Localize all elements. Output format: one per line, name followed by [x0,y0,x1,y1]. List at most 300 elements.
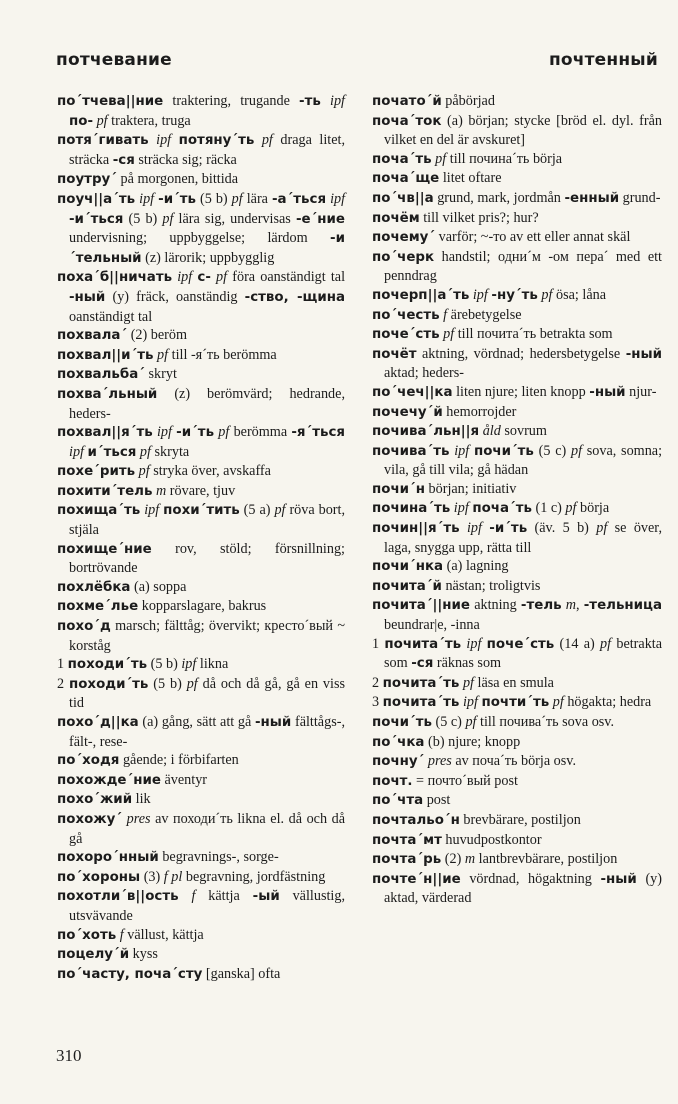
dictionary-entry [372,325,662,345]
headword: почита´ть [382,675,460,691]
definition-text: på morgonen, bittida [116,171,239,188]
definition-text: sovrum [500,423,547,440]
dictionary-entry [372,577,662,597]
dictionary-entry [372,752,662,772]
definition-text: lik [132,791,151,808]
headword: похме´лье [57,599,139,615]
headword: почи´нка [372,559,444,575]
definition-text: (5 b) [148,675,187,692]
headword: по´чв||а [372,190,434,206]
headword: почну´ [372,754,425,770]
inflection: -ный [254,715,292,730]
dictionary-entry [372,422,662,442]
dictionary-entry [372,772,662,792]
definition-text: föra oanständigt tal [227,269,346,286]
headword: почему´ [372,230,436,246]
dictionary-entry [57,945,345,965]
inflection: -е´ние [295,211,345,227]
definition-text: (z) berömvärd; hedrande, heders- [69,385,345,422]
headword: похити´тель [57,483,153,499]
headword: поутру´ [57,172,117,188]
definition-text: vällustig, utsvävande [69,888,346,924]
dictionary-entry [57,713,345,751]
definition-text: (a) soppa [130,578,187,595]
grammar-label: pf [462,674,474,691]
dictionary-entry [372,383,662,403]
grammar-label: pf [261,132,273,149]
dictionary-entry [57,887,345,925]
inflection: -а´ться [271,191,327,207]
inflection: с- [197,270,211,286]
definition-text: (b) njure; knopp [424,733,521,750]
headword: по´чеч||ка [372,384,453,400]
grammar-label: pf [596,520,608,537]
definition-text: traktering, trugande [163,93,300,109]
inflection: -и´тельный [69,231,345,266]
definition-text: traktera, truga [107,112,191,129]
inflection: почти´ть [481,695,550,711]
grammar-label: åld [482,423,501,440]
headword: почина´ть [372,501,451,517]
grammar-label: ipf [144,502,160,519]
definition-text: rov, stöld; försnillning; bortrövande [69,540,345,577]
headword: почерп||а´ть [372,287,470,303]
dictionary-entry [57,346,345,366]
dictionary-entry [372,713,662,733]
headword: похлёбка [57,579,131,595]
definition-text: ärebetygelse [447,306,522,323]
dictionary-entry [372,791,662,811]
definition-text: se över, laga, snygga upp, rätta till [384,520,663,556]
grammar-label: m [464,851,476,868]
dictionary-entry [372,403,662,423]
dictionary-entry [372,519,662,557]
headword: по´черк [372,249,435,265]
dictionary-entry [57,810,345,848]
dictionary-entry [57,751,345,771]
inflection: -ну´ть [491,287,538,303]
definition-text: draga litet, sträcka [69,132,345,168]
grammar-label: ipf [330,93,345,109]
grammar-label: pf [162,210,174,227]
dictionary-entry [57,326,345,346]
dictionary-entry [372,169,662,189]
headword: похище´ние [57,541,152,557]
grammar-label: pf [600,635,612,652]
definition-text: (a) gång, sätt att gå [138,714,255,730]
definition-text: aktning [470,597,521,614]
grammar-label: ipf [69,443,84,460]
headword: почт. [372,773,413,789]
headword: похо´д||ка [57,715,139,730]
grammar-label: pf [274,502,286,519]
dictionary-entry [372,870,662,908]
dictionary-entry [372,150,662,170]
dictionary-entry [57,675,345,713]
definition-text: av поча´ть börja osv. [451,753,577,770]
headword: поче´сть [372,327,440,343]
grammar-label: pf [138,463,150,480]
dictionary-entry [372,811,662,831]
inflection: -ный [589,384,626,400]
dictionary-entry [372,306,662,326]
headword: по´хоть [57,927,117,943]
dictionary-entry [372,499,662,519]
headword: похотли´в||ость [57,889,179,905]
grammar-label: pf [96,112,108,129]
grammar-label: ipf [139,190,155,207]
headword: почита´й [372,578,442,594]
inflection: -ся [112,152,135,168]
definition-text: börja [576,500,610,517]
definition-text: kättja [195,888,253,905]
definition-text: marsch; fälttåg; övervikt; кресто´вый ~ korståg [69,618,345,654]
homonym-number: 1 [372,635,385,652]
inflection: -ный [625,346,662,362]
dictionary-entry [57,848,345,868]
headword: почте´н||ие [372,871,461,887]
definition-text: då och då gå, gå en viss tid [69,675,345,712]
definition-text: till -я´ть berömma [168,346,277,363]
grammar-label: m [155,482,167,499]
inflection: -и´ть [176,425,215,441]
headword: почта´рь [372,852,442,868]
headword: почин||я´ть [372,521,460,537]
grammar-label: ipf [330,190,346,207]
definition-text: röva bort, stjäla [69,502,346,539]
definition-text: , [576,597,584,614]
right-column [372,92,662,908]
dictionary-entry [372,286,662,306]
headword: похо´жий [57,792,133,808]
grammar-label: ipf [462,694,478,711]
definition-text: lära [242,190,272,207]
inflection: -тель [520,598,562,614]
dictionary-entry [372,557,662,577]
dictionary-entry [57,170,345,190]
definition-text [149,132,157,148]
definition-text: sträcka sig; räcka [134,151,237,168]
headword: похва´льный [57,386,158,402]
inflection: -я´ться [291,425,345,441]
definition-text: grund- [619,189,661,206]
inflection: -енный [564,190,620,206]
dictionary-entry [57,868,345,888]
headword: похвал||я´ть [57,425,153,441]
definition-text: (z) lärorik; uppbygglig [141,249,275,266]
headword: почтальо´н [372,812,460,828]
dictionary-entry [372,693,662,713]
dictionary-entry [372,674,662,694]
definition-text [460,520,467,536]
definition-text: (y) aktad, värderad [384,870,662,907]
definition-text: brevbärare, postiljon [459,811,581,828]
definition-text: kyss [129,946,158,963]
definition-text: början; initiativ [424,480,517,497]
definition-text: påbörjad [441,93,495,109]
definition-text: hemorrojder [442,403,517,420]
dictionary-entry [57,462,345,482]
grammar-label: pf [186,675,198,692]
inflection: похи´тить [163,503,240,519]
definition-text: (2) [441,851,465,868]
definition-text: beundrar|e, -inna [384,617,480,634]
grammar-label: pres [427,753,452,770]
dictionary-entry [372,850,662,870]
definition-text: (5 b) [123,210,163,227]
definition-text: (5 a) [239,502,275,519]
inflection: поче´сть [486,636,555,652]
dictionary-entry [372,189,662,209]
definition-text: rövare, tjuv [166,482,236,499]
grammar-label: ipf [453,500,469,517]
dictionary-entry [372,228,662,248]
inflection: -ся [411,656,434,672]
headword: по´ходя [57,753,120,769]
dictionary-entry [57,268,345,326]
grammar-label: pf [541,286,553,303]
dictionary-entry [372,248,662,286]
dictionary-entry [372,209,662,229]
dictionary-entry [57,423,345,462]
headword: похожу´ [57,811,123,827]
headword: походи´ть [67,657,148,673]
grammar-label: ipf [454,442,470,459]
dictionary-entry [57,771,345,791]
definition-text [321,93,330,109]
inflection: поча´ть [472,501,532,517]
grammar-label: ipf [472,286,488,303]
dictionary-entry [57,92,345,131]
grammar-label: pres [126,810,151,827]
headword: почато´й [372,94,442,109]
dictionary-entry [372,345,662,383]
dictionary-entry [57,131,345,170]
definition-text: äventyr [160,771,208,788]
definition-text: till vilket pris?; hur? [419,209,539,226]
definition-text: vällust, kättja [123,926,204,943]
definition-text: lantbrevbärare, postiljon [475,851,618,868]
headword: почива´ть [372,443,450,459]
headword: похоро´нный [57,850,159,866]
definition-text: (y) fräck, oanständig [105,288,245,305]
headword: похо´д [57,619,111,635]
grammar-label: ipf [466,635,482,652]
definition-text: liten njure; liten knopp [452,383,590,400]
headword: поха´б||ничать [57,270,173,286]
headword: почива´льн||я [372,424,480,440]
definition-text: betrakta som [384,635,663,672]
grammar-label: pf [157,346,169,363]
inflection: -и´ть [489,521,528,537]
grammar-label: f [119,926,124,943]
homonym-number: 3 [372,694,383,711]
dictionary-entry [372,831,662,851]
definition-text: [ganska] ofta [202,965,281,982]
definition-text: (3) [140,868,164,885]
homonym-number: 1 [57,656,68,673]
definition-text: litet oftare [439,170,502,187]
headword: почита´ть [384,636,462,652]
dictionary-entry [57,655,345,675]
definition-text: till почива´ть sova osv. [476,714,615,730]
inflection: -ный [600,871,637,887]
dictionary-entry [372,442,662,480]
definition-text: läsa en smula [473,674,554,691]
definition-text: handstil; одни´м -ом пера´ med ett penndrag [384,248,662,285]
page-number: 310 [56,1046,82,1065]
headword: почёт [372,346,417,362]
grammar-label: f [191,888,196,905]
homonym-number: 2 [372,674,383,691]
inflection: -ть [299,94,321,109]
definition-text: (a) början; stycke [bröd el. dyl. från vilket en del är avskuret] [384,112,662,149]
dictionary-entry [57,190,345,268]
definition-text: (5 b) [196,190,232,207]
inflection: по- [69,113,94,129]
left-column [57,92,345,984]
definition-text: (äv. 5 b) [527,520,597,537]
grammar-label: pf [443,326,455,343]
definition-text: (5 c) [533,442,571,459]
dictionary-entry [57,385,345,423]
dictionary-entry [57,482,345,502]
inflection: почи´ть [473,443,534,459]
headword: по´часту, поча´сту [57,966,203,982]
definition-text: skryt [144,366,177,383]
headword: похвала´ [57,328,128,344]
dictionary-entry [57,790,345,810]
definition-text: (5 b) [147,656,182,673]
headword: почита´ть [382,695,460,711]
dictionary-entry [57,965,345,985]
definition-text: fälttågs-, fält-, rese- [69,714,345,750]
definition-text: ösa; låna [552,286,607,303]
definition-text [179,888,192,904]
headword: поча´ть [372,151,432,167]
dictionary-entry [372,480,662,500]
definition-text: stryka över, avskaffa [149,463,271,480]
definition-text: nästan; troligtvis [441,577,541,594]
inflection: -и´ть [158,191,197,207]
inflection: и´ться [87,444,137,460]
inflection: -ство, -щина [244,289,345,305]
definition-text: berömma [229,424,292,441]
definition-text: till почита´ть betrakta som [454,326,613,343]
definition-text: aktning, vördnad; hedersbetygelse [416,345,626,362]
headword: потя´гивать [57,133,149,149]
definition-text: högakta; hedra [563,694,652,711]
grammar-label: pf [552,694,564,711]
definition-text: räknas som [433,655,502,672]
dictionary-entry [372,596,662,634]
definition-text: gående; i förbifarten [119,752,239,769]
grammar-label: pf [465,714,477,730]
definition-text: begravning, jordfästning [182,868,326,885]
headword: по´хороны [57,869,141,885]
headword: походи´ть [68,676,149,692]
dictionary-entry [57,501,345,539]
definition-text: = почто´вый post [412,772,518,789]
dictionary-entry [57,578,345,598]
headword: почём [372,210,420,226]
grammar-label: ipf [177,269,193,286]
grammar-label: ipf [156,132,172,149]
definition-text: post [423,792,451,809]
headword: поцелу´й [57,947,130,963]
definition-text: likna [196,656,229,673]
definition-text [254,132,262,148]
inflection: потяну´ть [178,133,255,149]
headword: по´чка [372,734,425,750]
dictionary-entry [57,597,345,617]
definition-text: (a) lagning [443,558,509,575]
dictionary-entry [57,540,345,578]
inflection: -и´ться [69,211,124,227]
headword: похвал||и´ть [57,347,154,363]
headword: похвальба´ [57,367,145,383]
definition-text: huvudpostkontor [441,831,542,848]
grammar-label: f [443,306,448,323]
grammar-label: ipf [181,656,197,673]
grammar-label: pf [216,269,228,286]
dictionary-entry [372,112,662,150]
headword: похе´рить [57,464,136,480]
headword: почита´||ние [372,598,471,614]
grammar-label: ipf [466,520,482,537]
headword: почи´ть [372,715,432,730]
left-guide-word: потчевание [56,50,172,70]
headword: похожде´ние [57,772,161,788]
definition-text: (5 c) [431,714,466,730]
grammar-label: m [565,597,577,614]
dictionary-entry [372,733,662,753]
definition-text: (2) beröm [127,327,188,344]
grammar-label: ipf [156,424,172,441]
grammar-label: pf [435,150,447,167]
inflection: -ный [69,289,106,305]
grammar-label: f pl [163,868,183,885]
headword: поча´ток [372,113,442,129]
definition-text: sova, somna; vila, gå till vila; gå hädan [384,442,663,479]
definition-text: lära sig, undervisas [173,210,296,227]
inflection: -тельница [583,598,663,614]
headword: по´честь [372,307,440,323]
definition-text [171,132,179,148]
dictionary-entry [57,926,345,946]
headword: почи´н [372,481,425,497]
grammar-label: pf [231,190,243,207]
homonym-number: 2 [57,675,69,692]
definition-text: njur- [625,383,657,400]
definition-text: skryta [150,443,190,460]
headword: похища´ть [57,503,141,519]
right-guide-word: почтенный [548,50,658,70]
dictionary-entry [372,635,662,674]
headword: поча´ще [372,171,440,187]
headword: по´чта [372,793,424,809]
definition-text: undervisning; uppbyggelse; lärdom [69,230,331,247]
definition-text: (1 c) [531,500,566,517]
dictionary-entry [372,92,662,112]
definition-text: (14 a) [554,635,601,652]
definition-text: begravnings-, sorge- [158,849,279,866]
headword: почечу´й [372,404,443,420]
definition-text: av походи´ть likna el. då och då gå [69,810,346,847]
grammar-label: pf [218,424,230,441]
definition-text: varför; ~-то av ett eller annat skäl [435,229,631,246]
dictionary-entry [57,617,345,655]
